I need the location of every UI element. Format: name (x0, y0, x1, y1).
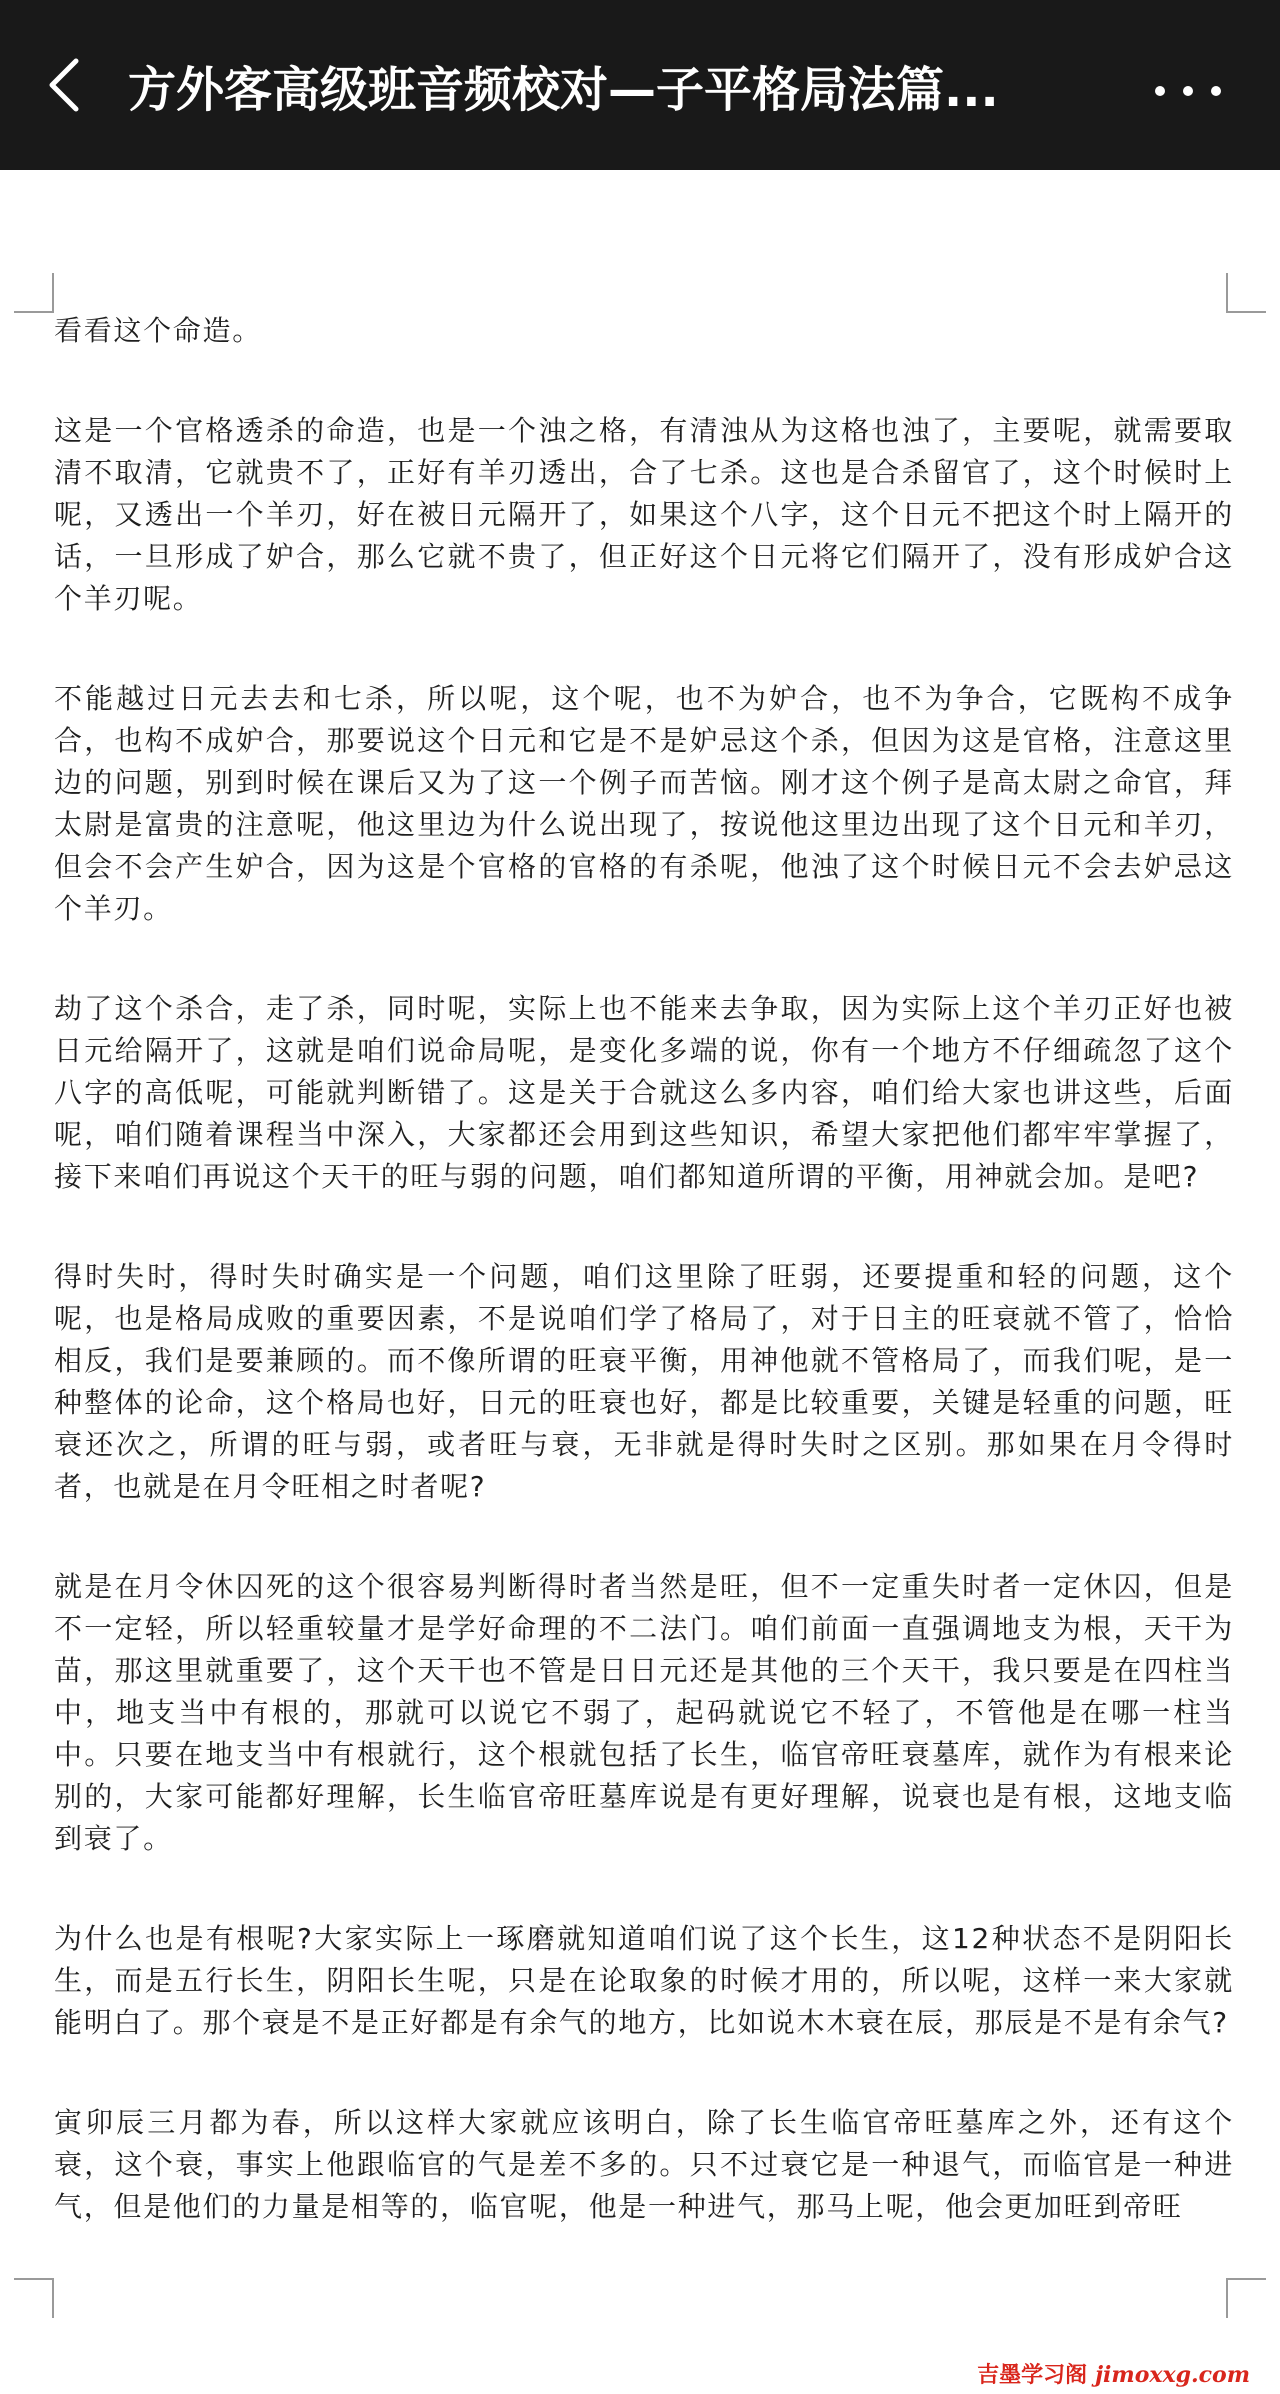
page-title: 方外客高级班音频校对—子平格局法篇... (128, 62, 999, 118)
paragraph: 就是在月令休囚死的这个很容易判断得时者当然是旺，但不一定重失时者一定休囚，但是不一定轻，所以轻重较量才是学好命理的不二法门。咱们前面一直强调地支为根，天干为苗，那这里就重要了，这个天干也不管是日日元还是其他的三个天干，我只要是在四柱当中，地支当中有根的，那就可以说它不弱了，起码就说它不轻了，不管他是在哪一柱当中。只要在地支当中有根就行，这个根就包括了长生，临官帝旺衰墓库，就作为有根来论别的，大家可能都好理解，长生临官帝旺墓库说是有更好理解，说衰也是有根，这地支临到衰了。 (54, 1570, 1234, 1855)
watermark-url: jimoxxg.com (1095, 2362, 1250, 2388)
paragraph: 不能越过日元去去和七杀，所以呢，这个呢，也不为妒合，也不为争合，它既构不成争合，也构不成妒合，那要说这个日元和它是不是妒忌这个杀，但因为这是官格，注意这里边的问题，别到时候在课后又为了这一个例子而苦恼。刚才这个例子是高太尉之命官，拜太尉是富贵的注意呢，他这里边为什么说出现了，按说他这里边出现了这个日元和羊刃，但会不会产生妒合，因为这是个官格的官格的有杀呢，他浊了这个时候日元不会去妒忌这个羊刃。 (54, 682, 1234, 925)
watermark-text: 吉墨学习阁 (977, 2363, 1088, 2388)
page-corner-mark (14, 273, 54, 313)
more-dots-icon (1155, 86, 1165, 96)
back-button[interactable] (40, 55, 90, 115)
chevron-left-icon (40, 55, 90, 115)
more-dots-icon (1183, 86, 1193, 96)
top-bar (0, 0, 1280, 170)
document-page[interactable] (0, 170, 1280, 2394)
watermark (977, 2361, 1250, 2390)
page-corner-mark (14, 2278, 54, 2318)
more-dots-icon (1211, 86, 1221, 96)
page-corner-mark (1226, 2278, 1266, 2318)
document-body (54, 310, 1234, 2255)
paragraph: 看看这个命造。 (54, 314, 262, 347)
page-corner-mark (1226, 273, 1266, 313)
more-button[interactable] (1155, 80, 1221, 102)
paragraph: 寅卯辰三月都为春，所以这样大家就应该明白，除了长生临官帝旺墓库之外，还有这个衰，这个衰，事实上他跟临官的气是差不多的。只不过衰它是一种退气，而临官是一种进气，但是他们的力量是相等的，临官呢，他是一种进气，那马上呢，他会更加旺到帝旺 (54, 2106, 1234, 2223)
paragraph: 为什么也是有根呢?大家实际上一琢磨就知道咱们说了这个长生，这12种状态不是阴阳长生，而是五行长生，阴阳长生呢，只是在论取象的时候才用的，所以呢，这样一来大家就能明白了。那个衰是不是正好都是有余气的地方，比如说木木衰在辰，那辰是不是有余气? (54, 1922, 1234, 2039)
paragraph: 得时失时，得时失时确实是一个问题，咱们这里除了旺弱，还要提重和轻的问题，这个呢，也是格局成败的重要因素，不是说咱们学了格局了，对于日主的旺衰就不管了，恰恰相反，我们是要兼顾的。而不像所谓的旺衰平衡，用神他就不管格局了，而我们呢，是一种整体的论命，这个格局也好，日元的旺衰也好，都是比较重要，关键是轻重的问题，旺衰还次之，所谓的旺与弱，或者旺与衰，无非就是得时失时之区别。那如果在月令得时者，也就是在月令旺相之时者呢? (54, 1260, 1234, 1503)
paragraph: 劫了这个杀合，走了杀，同时呢，实际上也不能来去争取，因为实际上这个羊刃正好也被日元给隔开了，这就是咱们说命局呢，是变化多端的说，你有一个地方不仔细疏忽了这个八字的高低呢，可能就判断错了。这是关于合就这么多内容，咱们给大家也讲这些，后面呢，咱们随着课程当中深入，大家都还会用到这些知识，希望大家把他们都牢牢掌握了，接下来咱们再说这个天干的旺与弱的问题，咱们都知道所谓的平衡，用神就会加。是吧? (54, 992, 1234, 1193)
paragraph: 这是一个官格透杀的命造，也是一个浊之格，有清浊从为这格也浊了，主要呢，就需要取清不取清，它就贵不了，正好有羊刃透出，合了七杀。这也是合杀留官了，这个时候时上呢，又透出一个羊刃，好在被日元隔开了，如果这个八字，这个日元不把这个时上隔开的话，一旦形成了妒合，那么它就不贵了，但正好这个日元将它们隔开了，没有形成妒合这个羊刃呢。 (54, 414, 1234, 615)
